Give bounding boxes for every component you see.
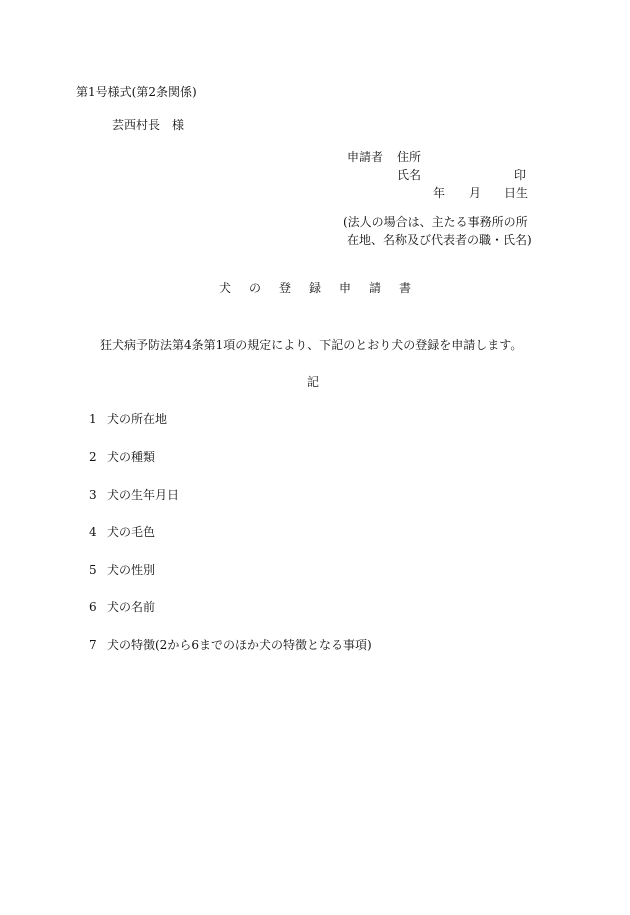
item-number: 2 [89, 450, 97, 464]
item-label: 犬の所在地 [107, 412, 168, 426]
item-label: 犬の毛色 [107, 525, 156, 539]
item-number: 5 [89, 563, 97, 577]
item-number: 3 [89, 488, 97, 502]
applicant-seal-label: 印 [514, 168, 527, 182]
item-number: 6 [89, 600, 97, 614]
document-title: 犬の登録申請書 [219, 281, 430, 295]
item-number: 4 [89, 525, 97, 539]
item-number: 1 [89, 412, 97, 426]
corporate-note-line2: 在地、名称及び代表者の職・氏名) [347, 233, 532, 247]
birth-day-label: 日生 [504, 186, 529, 200]
corporate-note-line1: (法人の場合は、主たる事務所の所 [343, 215, 528, 229]
form-number: 第1号様式(第2条関係) [76, 85, 197, 99]
item-number: 7 [89, 638, 97, 652]
applicant-role-label: 申請者 [347, 150, 384, 164]
item-label: 犬の特徴(2から6までのほか犬の特徴となる事項) [107, 638, 372, 652]
item-label: 犬の名前 [107, 600, 156, 614]
birth-year-label: 年 [433, 186, 446, 200]
item-label: 犬の生年月日 [107, 488, 180, 502]
birth-month-label: 月 [469, 186, 482, 200]
applicant-address-label: 住所 [397, 150, 422, 164]
item-label: 犬の種類 [107, 450, 156, 464]
body-text: 狂犬病予防法第4条第1項の規定により、下記のとおり犬の登録を申請します。 [100, 338, 523, 352]
applicant-name-label: 氏名 [397, 168, 422, 182]
addressee: 芸西村長 様 [112, 118, 185, 132]
item-label: 犬の性別 [107, 563, 156, 577]
ki-label: 記 [307, 375, 320, 389]
